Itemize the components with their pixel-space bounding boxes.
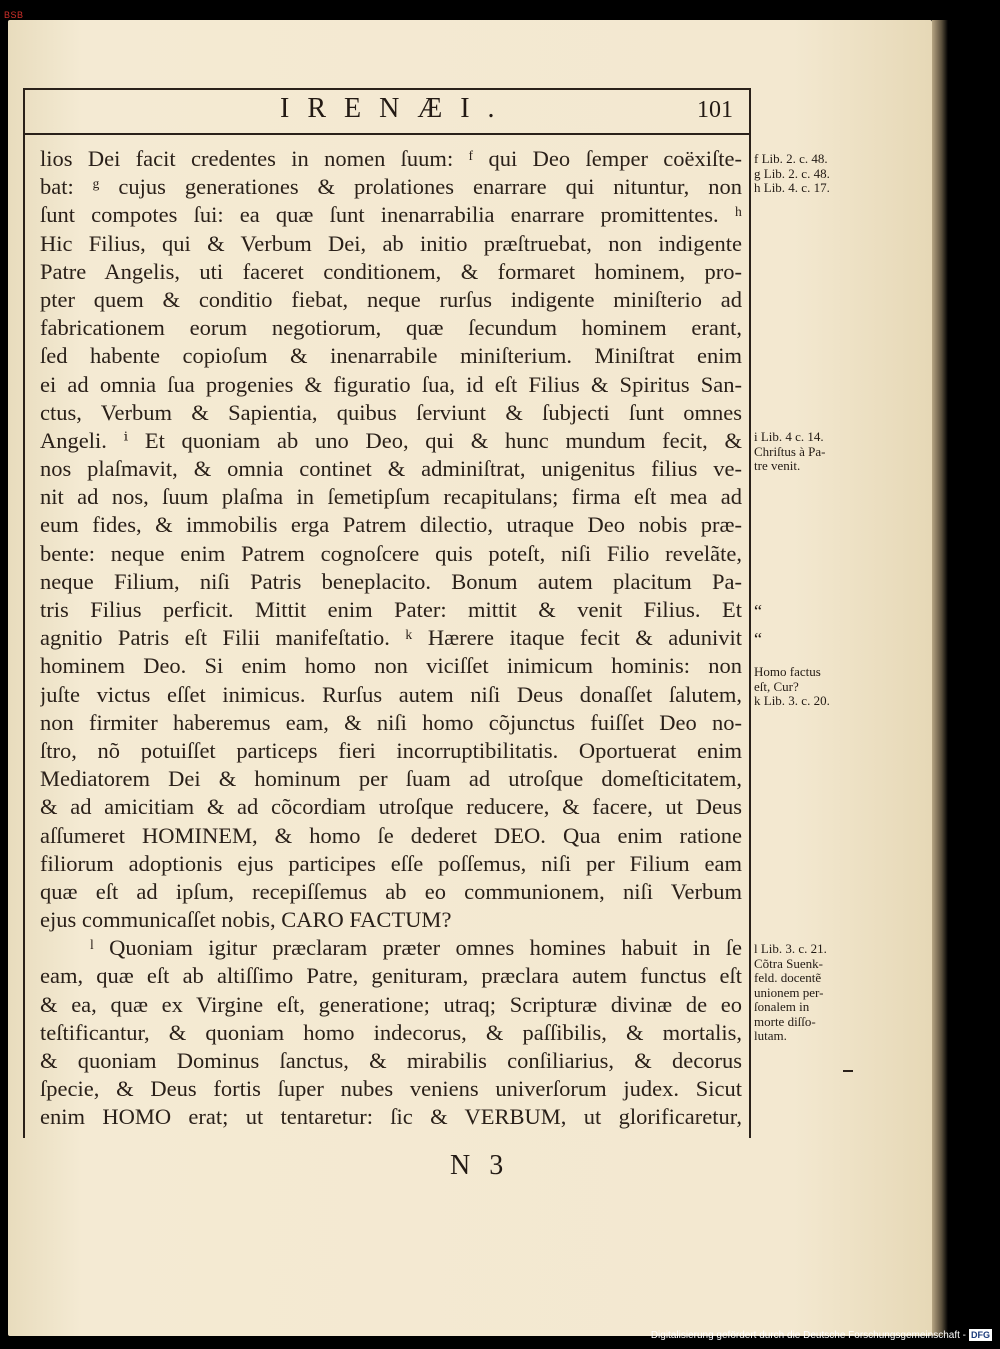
text-line: teſtificantur, & quoniam homo indecorus, & paſſibilis, & mortalis,: [40, 1019, 742, 1045]
page-edge-shadow: [932, 20, 948, 1336]
frame-rule-header: [24, 133, 750, 135]
text-line: ˡ Quoniam igitur præclaram præter omnes homines habuit in ſe: [90, 935, 742, 961]
text-line: lios Dei facit credentes in nomen ſuum: ᶠ qui Deo ſemper coëxiſte-: [40, 146, 742, 171]
funding-footer: [651, 1329, 992, 1343]
text-line: hominem Deo. Si enim homo non viciſſet inimicum hominis: non: [40, 653, 742, 679]
signature-mark: N 3: [450, 1150, 510, 1181]
text-line: neque Filium, niſi Patris beneplacito. Bonum autem placitum Pa-: [40, 568, 742, 594]
text-line: quæ eſt ad ipſum, recepiſſemus ab eo communionem, niſi Verbum: [40, 878, 742, 904]
margin-note-i: i Lib. 4 c. 14. Chriſtus à Pa- tre venit.: [754, 429, 826, 473]
main-text-block: [40, 145, 742, 1132]
text-line: fabricationem eorum negotiorum, quæ ſecundum hominem erant,: [40, 315, 742, 341]
text-line: aſſumeret HOMINEM, & homo ſe dederet DEO. Qua enim ratione: [40, 822, 742, 848]
dfg-logo: DFG: [971, 1330, 990, 1340]
text-line: ejus communicaſſet nobis, CARO FACTUM?: [40, 907, 452, 933]
text-line: tris Filius perficit. Mittit enim Pater: mittit & venit Filius. Et: [40, 597, 742, 622]
footer-text: Digitalisierung gefördert durch die Deutsche Forschungsgemeinschaft -: [650, 1330, 966, 1341]
text-line: bente: neque enim Patrem cognoſcere quis poteſt, niſi Filio revelãte,: [40, 540, 742, 566]
text-line: Mediatorem Dei & hominum per ſuam ad utroſque domeſticitatem,: [40, 766, 742, 792]
text-line: Patre Angelis, uti faceret conditionem, & formaret hominem, pro-: [40, 258, 742, 284]
text-line: & ea, quæ ex Virgine eſt, generatione; utraq; Scripturæ divinæ de eo: [40, 991, 742, 1017]
text-line: nos plaſmavit, & omnia continet & adminiſtrat, unigenitus filius ve-: [40, 456, 742, 482]
text-line: eum fides, & immobilis erga Patrem dilectio, utraque Deo nobis præ-: [40, 512, 742, 538]
text-line: ſtro, nõ potuiſſet particeps fieri incorruptibilitatis. Oportuerat enim: [40, 737, 742, 763]
text-line: ſunt compotes ſui: ea quæ ſunt inenarrabilia enarrare promittentes. ʰ: [40, 202, 742, 228]
text-line: ei ad omnia ſua progenies & figuratio ſua, id eſt Filius & Spiritus San-: [40, 371, 742, 397]
margin-note-l: l Lib. 3. c. 21. Cõtra Suenk- feld. docentẽ unionem per- ſonalem in morte diſſo- lutam.: [754, 941, 827, 1043]
text-line: nit ad nos, ſuum plaſma in ſemetipſum recapitulans; firma eſt mea ad: [40, 484, 742, 510]
text-line: Angeli. ⁱ Et quoniam ab uno Deo, qui & hunc mundum fecit, &: [40, 427, 742, 453]
text-line: juſte victus eſſet inimicus. Rurſus autem niſi Deus donaſſet ſalutem,: [40, 681, 742, 707]
text-line: ctus, Verbum & Sapientia, quibus ſerviunt & ſubjecti ſunt omnes: [40, 399, 742, 425]
text-line: non firmiter haberemus eam, & niſi homo cõjunctus fuiſſet Deo no-: [40, 709, 742, 735]
frame-rule-left: [23, 88, 25, 1138]
margin-note-k: Homo factus eſt, Cur? k Lib. 3. c. 20.: [754, 664, 830, 708]
page-number: 101: [697, 97, 733, 123]
text-line: & quoniam Dominus ſanctus, & mirabilis conſiliarius, & decorus: [40, 1048, 742, 1073]
margin-dash: [843, 1070, 853, 1072]
text-line: eam, quæ eſt ab altiſſimo Patre, genituram, præclara autem functus eſt: [40, 963, 742, 989]
text-line: & ad amicitiam & ad cõcordiam utroſque reducere, & facere, ut Deus: [40, 794, 742, 820]
text-line: bat: ᵍ cujus generationes & prolationes enarrare qui nituntur, non: [40, 174, 742, 200]
text-line: agnitio Patris eſt Filii manifeſtatio. ᵏ Hærere itaque fecit & adunivit: [40, 625, 742, 651]
running-head: IRENÆI.: [280, 93, 513, 124]
text-line: filiorum adoptionis ejus participes eſſe poſſemus, niſi per Filium eam: [40, 850, 742, 876]
margin-quote-mark: “: [754, 629, 762, 649]
library-mark: BSB: [4, 10, 24, 20]
text-line: pter quem & conditio fiebat, neque rurſus indigente miniſterio ad: [40, 286, 742, 312]
text-line: ſpecie, & Deus fortis ſuper nubes veniens univerſorum judex. Sicut: [40, 1076, 742, 1102]
margin-quote-mark: “: [754, 601, 762, 621]
text-line: ſed habente copioſum & inenarrabile miniſterium. Miniſtrat enim: [40, 343, 742, 369]
text-line: Hic Filius, qui & Verbum Dei, ab initio præſtruebat, non indigente: [40, 230, 742, 256]
text-line: enim HOMO erat; ut tentaretur: ſic & VERBUM, ut glorificaretur,: [40, 1104, 742, 1130]
frame-rule-right: [749, 88, 751, 1138]
margin-note-f: f Lib. 2. c. 48. g Lib. 2. c. 48. h Lib. 4. c. 17.: [754, 151, 830, 195]
